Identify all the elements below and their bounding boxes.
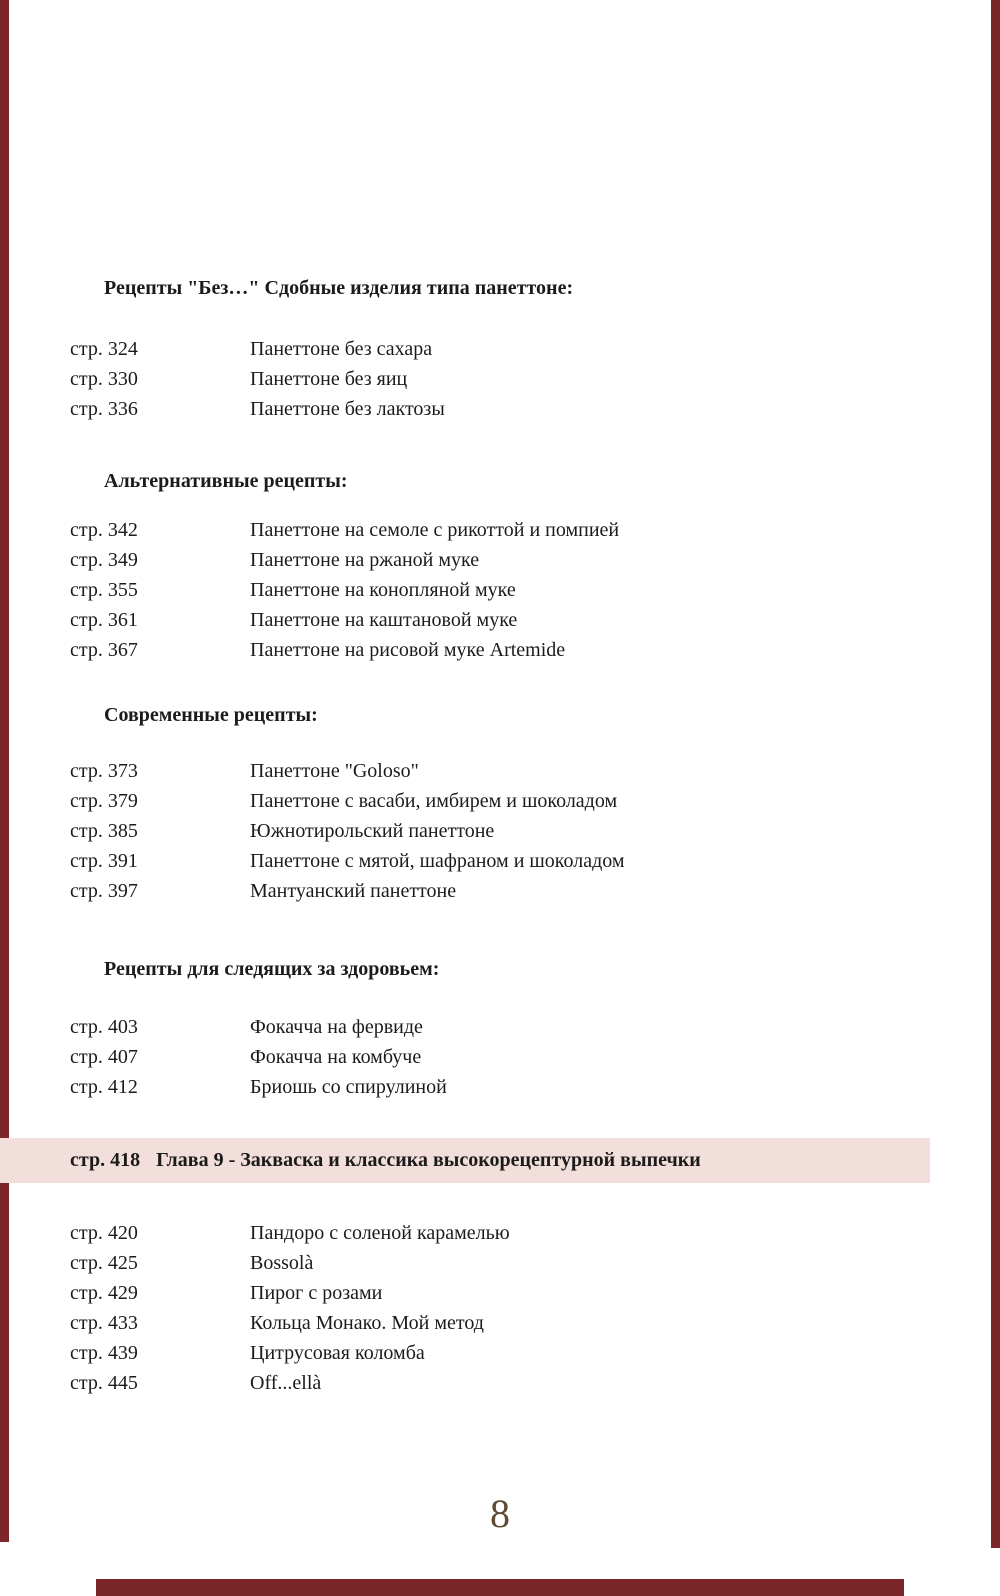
page-ref: стр. 336 — [70, 398, 138, 420]
page-ref: стр. 349 — [70, 549, 138, 571]
page-ref: стр. 397 — [70, 880, 138, 902]
toc-row — [70, 515, 970, 545]
banner-page-ref: стр. 418 — [70, 1149, 141, 1171]
toc-row — [70, 846, 970, 876]
toc-row — [70, 605, 970, 635]
entry-title: Пирог с розами — [250, 1282, 383, 1304]
entry-title: Панеттоне с мятой, шафраном и шоколадом — [250, 850, 625, 872]
page-number: 8 — [490, 1491, 510, 1536]
page-ref: стр. 367 — [70, 639, 138, 661]
right-border-bar — [991, 0, 1000, 1548]
section-header: Рецепты "Без…" Сдобные изделия типа панеттоне: — [104, 277, 574, 299]
entry-title: Панеттоне с васаби, имбирем и шоколадом — [250, 790, 618, 812]
entry-title: Панеттоне на конопляной муке — [250, 579, 516, 601]
entry-title: Панеттоне на каштановой муке — [250, 609, 518, 631]
entry-title: Пандоро с соленой карамелью — [250, 1222, 510, 1244]
page-ref: стр. 439 — [70, 1342, 138, 1364]
toc-row — [70, 786, 970, 816]
toc-row — [70, 575, 970, 605]
toc-row — [70, 1072, 970, 1102]
toc-list — [70, 756, 970, 906]
toc-row — [70, 635, 970, 665]
entry-title: Панеттоне без лактозы — [250, 398, 445, 420]
page-ref: стр. 342 — [70, 519, 138, 541]
toc-list — [70, 1218, 970, 1398]
entry-title: Фокачча на фервиде — [250, 1016, 423, 1038]
entry-title: Кольца Монако. Мой метод — [250, 1312, 484, 1334]
toc-row — [70, 394, 970, 424]
entry-title: Панеттоне без яиц — [250, 368, 408, 390]
toc-row — [70, 1338, 970, 1368]
page-ref: стр. 330 — [70, 368, 138, 390]
page-ref: стр. 391 — [70, 850, 138, 872]
page-ref: стр. 445 — [70, 1372, 138, 1394]
page-ref: стр. 373 — [70, 760, 138, 782]
entry-title: Панеттоне на ржаной муке — [250, 549, 480, 571]
toc-row — [70, 545, 970, 575]
banner-chapter-title: Глава 9 - Закваска и классика высокорецептурной выпечки — [156, 1149, 701, 1171]
toc-row — [70, 876, 970, 906]
toc-row — [70, 1368, 970, 1398]
toc-row — [70, 756, 970, 786]
toc-list — [70, 334, 970, 424]
section-header: Современные рецепты: — [104, 704, 318, 726]
toc-row — [70, 364, 970, 394]
page-ref: стр. 324 — [70, 338, 138, 360]
entry-title: Bossolà — [250, 1252, 314, 1274]
toc-list — [70, 1012, 970, 1102]
section-header: Рецепты для следящих за здоровьем: — [104, 958, 440, 980]
page-ref: стр. 379 — [70, 790, 138, 812]
chapter-9-banner — [0, 1138, 930, 1183]
page-ref: стр. 385 — [70, 820, 138, 842]
entry-title: Панеттоне на рисовой муке Artemide — [250, 639, 566, 661]
page-ref: стр. 355 — [70, 579, 138, 601]
toc-row — [70, 1308, 970, 1338]
left-border-bar — [0, 0, 9, 1542]
entry-title: Цитрусовая коломба — [250, 1342, 425, 1364]
section-header: Альтернативные рецепты: — [104, 470, 348, 492]
entry-title: Фокачча на комбуче — [250, 1046, 422, 1068]
page-ref: стр. 361 — [70, 609, 138, 631]
page-ref: стр. 407 — [70, 1046, 138, 1068]
page-ref: стр. 420 — [70, 1222, 138, 1244]
entry-title: Южнотирольский панеттоне — [250, 820, 495, 842]
entry-title: Панеттоне "Goloso" — [250, 760, 419, 782]
entry-title: Панеттоне на семоле с рикоттой и помпией — [250, 519, 620, 541]
toc-row — [70, 1248, 970, 1278]
entry-title: Мантуанский панеттоне — [250, 880, 457, 902]
bottom-border-bar — [96, 1579, 904, 1596]
toc-row — [70, 816, 970, 846]
page-ref: стр. 412 — [70, 1076, 138, 1098]
page-ref: стр. 403 — [70, 1016, 138, 1038]
entry-title: Бриошь со спирулиной — [250, 1076, 447, 1098]
entry-title: Панеттоне без сахара — [250, 338, 433, 360]
toc-row — [70, 1218, 970, 1248]
page-ref: стр. 433 — [70, 1312, 138, 1334]
page-ref: стр. 425 — [70, 1252, 138, 1274]
toc-row — [70, 334, 970, 364]
toc-row — [70, 1012, 970, 1042]
toc-row — [70, 1042, 970, 1072]
entry-title: Off...ellà — [250, 1372, 322, 1394]
toc-list — [70, 515, 970, 665]
page-ref: стр. 429 — [70, 1282, 138, 1304]
toc-row — [70, 1278, 970, 1308]
